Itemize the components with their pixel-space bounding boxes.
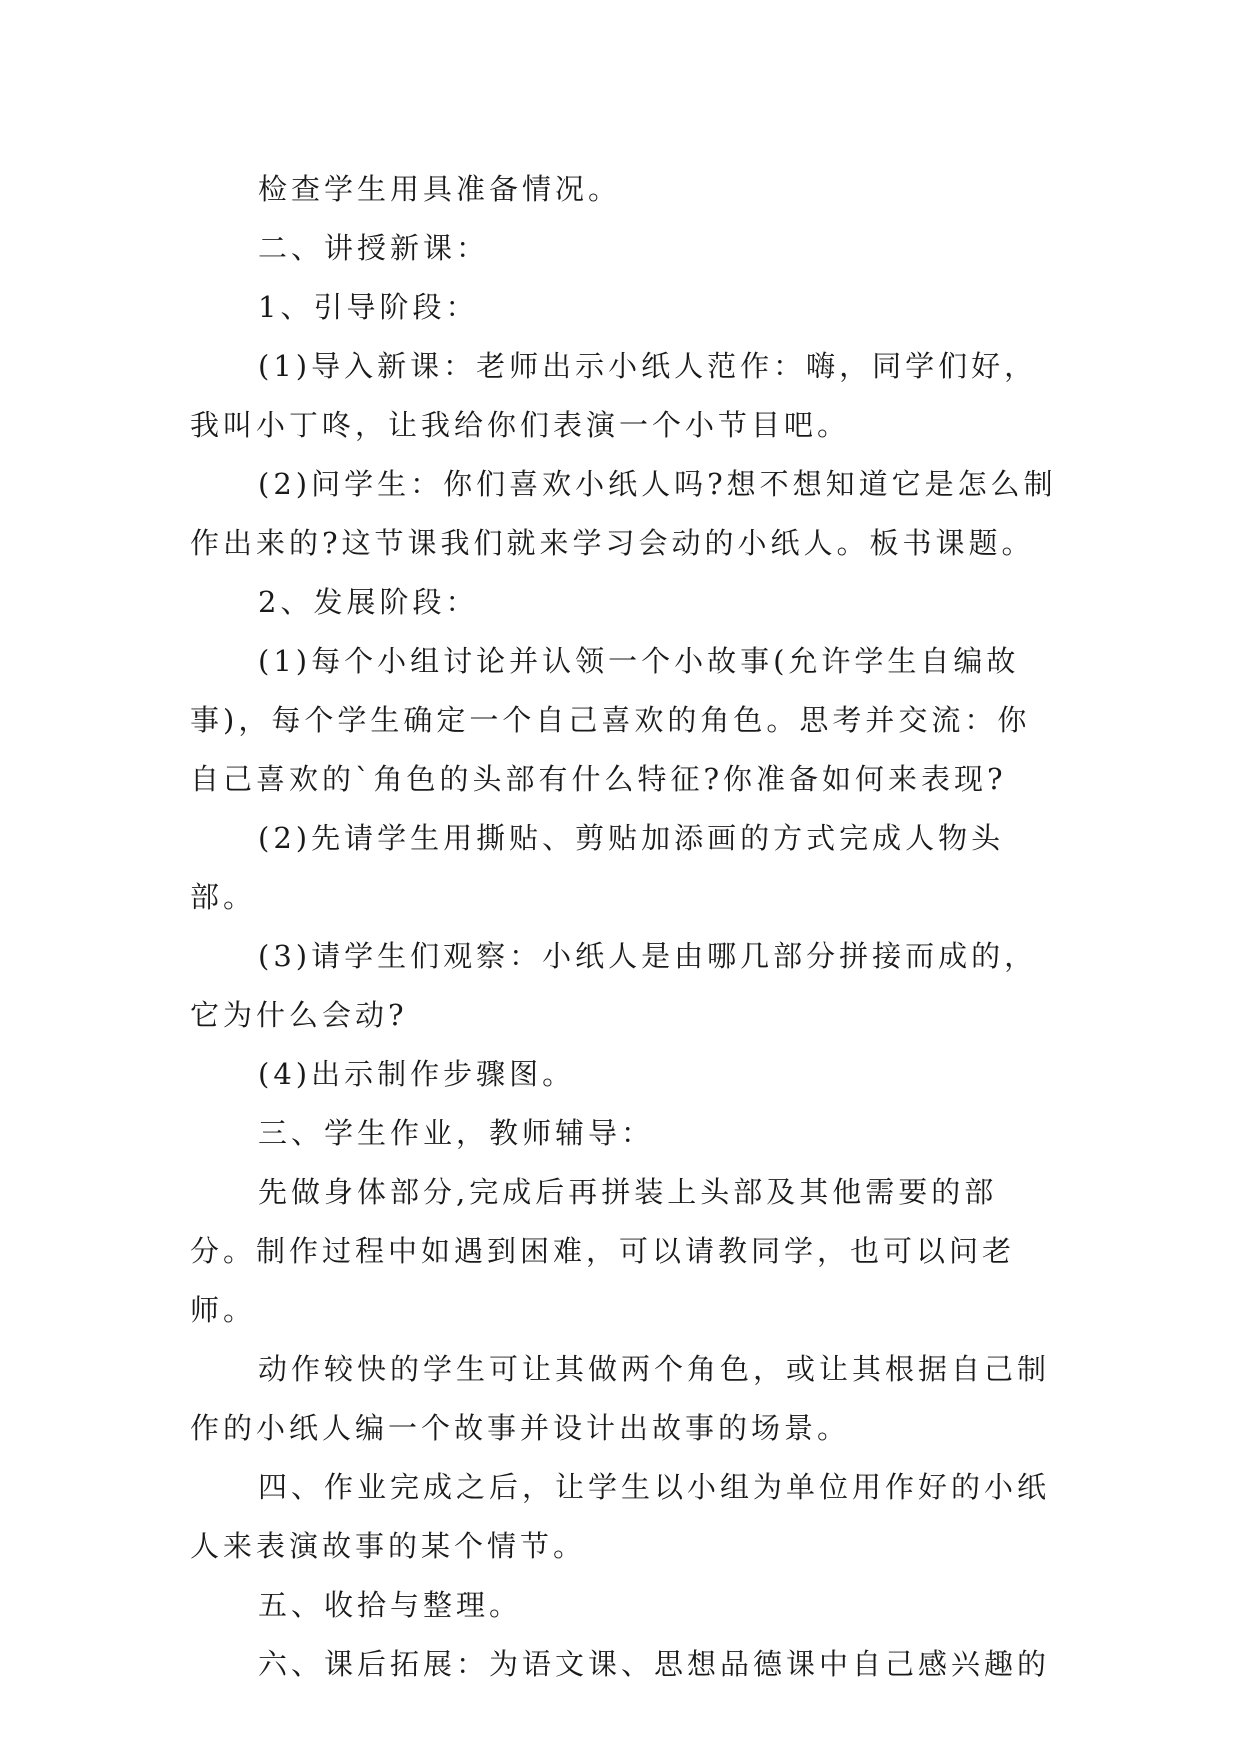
paragraph: (2)先请学生用撕贴、剪贴加添画的方式完成人物头部。 [190,821,1005,914]
section-heading: 二、讲授新课： [258,231,490,265]
paragraph: (3)请学生们观察：小纸人是由哪几部分拼接而成的，它为什么会动? [190,939,1038,1032]
paragraph: (2)问学生：你们喜欢小纸人吗?想不想知道它是怎么制作出来的?这节课我们就来学习会动的小纸人。板书课题。 [190,467,1057,560]
subsection-heading: 2、发展阶段： [258,585,479,619]
paragraph: (1)每个小组讨论并认领一个小故事(允许学生自编故事)，每个学生确定一个自己喜欢的角色。思考并交流：你自己喜欢的`角色的头部有什么特征?你准备如何来表现? [190,644,1031,796]
document-body [190,160,1060,1694]
subsection-heading: 1、引导阶段： [258,290,479,324]
paragraph: 动作较快的学生可让其做两个角色，或让其根据自己制作的小纸人编一个故事并设计出故事的场景。 [190,1352,1051,1445]
paragraph: (1)导入新课：老师出示小纸人范作：嗨，同学们好，我叫小丁咚，让我给你们表演一个小节目吧。 [190,349,1038,442]
paragraph: 四、作业完成之后，让学生以小组为单位用作好的小纸人来表演故事的某个情节。 [190,1470,1051,1563]
paragraph: 检查学生用具准备情况。 [258,172,622,206]
section-heading: 三、学生作业，教师辅导： [258,1116,655,1150]
paragraph: 先做身体部分,完成后再拼装上头部及其他需要的部分。制作过程中如遇到困难，可以请教同学，也可以问老师。 [190,1175,1016,1327]
paragraph: (4)出示制作步骤图。 [258,1057,576,1091]
paragraph: 六、课后拓展：为语文课、思想品德课中自己感兴趣的 [258,1647,1051,1681]
section-heading: 五、收拾与整理。 [258,1588,523,1622]
